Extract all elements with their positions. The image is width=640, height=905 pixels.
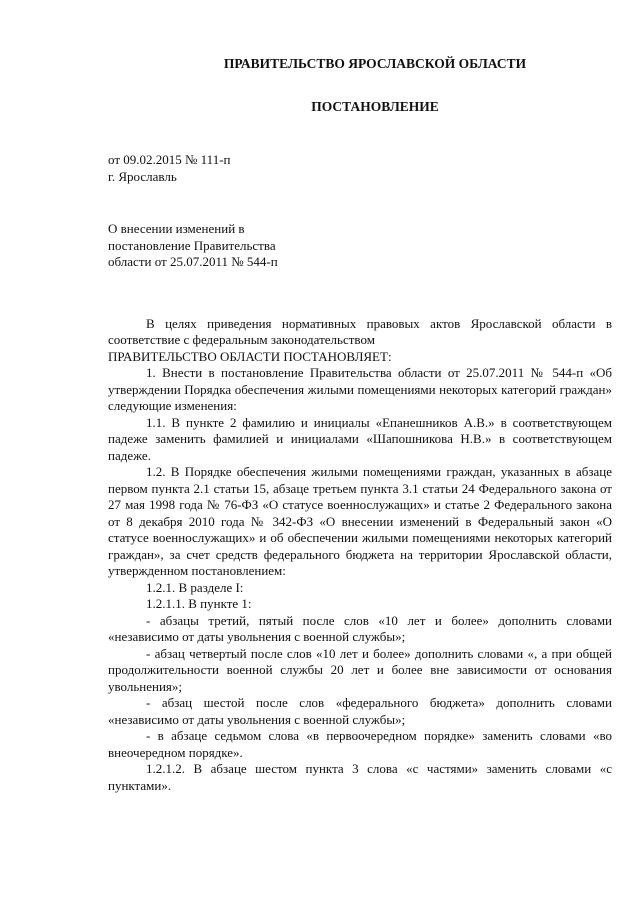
paragraph-item-1: 1. Внести в постановление Правительства области от 25.07.2011 № 544-п «Об утверждении Порядка обеспечения жилыми помещениями некоторых категорий граждан» следующие изменения: (108, 365, 612, 413)
date-number: от 09.02.2015 № 111-п (108, 152, 231, 167)
subject-line-1: О внесении изменений в (108, 221, 245, 236)
paragraph-item-1-2-1: 1.2.1. В разделе I: (146, 579, 244, 595)
paragraph-item-1-1: 1.1. В пункте 2 фамилию и инициалы «Епанешников А.В.» в соответствующем падеже заменить фамилией и инициалами «Шапошникова Н.В.» в соответствующем падеже. (108, 414, 612, 463)
document-subject (108, 221, 612, 271)
document-type-title: ПОСТАНОВЛЕНИЕ (311, 98, 439, 114)
paragraph-preamble: В целях приведения нормативных правовых актов Ярославской области в соответствие с федеральным законодательством (108, 315, 612, 347)
paragraph-dash-3: - абзац шестой после слов «федерального бюджета» дополнить словами «независимо от даты увольнения с военной службы»; (108, 695, 612, 727)
document-page (108, 48, 612, 794)
document-meta (108, 152, 612, 185)
paragraph-resolves: ПРАВИТЕЛЬСТВО ОБЛАСТИ ПОСТАНОВЛЯЕТ: (108, 348, 392, 364)
paragraph-dash-2: - абзац четвертый после слов «10 лет и более» дополнить словами «, а при общей продолжительности военной службы 20 лет и более вне зависимости от основания увольнения»; (108, 645, 612, 694)
paragraph-dash-4: - в абзаце седьмом слова «в первоочередном порядке» заменить словами «во внеочередном порядке». (108, 728, 612, 760)
city: г. Ярославль (108, 168, 177, 184)
paragraph-item-1-2-1-2: 1.2.1.2. В абзаце шестом пункта 3 слова «с частями» заменить словами «с пунктами». (108, 761, 612, 793)
authority-title: ПРАВИТЕЛЬСТВО ЯРОСЛАВСКОЙ ОБЛАСТИ (223, 56, 527, 71)
paragraph-item-1-2: 1.2. В Порядке обеспечения жилыми помещениями граждан, указанных в абзаце первом пункта 2.1 статьи 15, абзаце третьем пункта 3.1 статьи 24 Федерального закона от 27 мая 1998 года № 76-ФЗ «О статусе военнослужащих» и статье 2 Федерального закона от 8 декабря 2010 года № 342-ФЗ «О внесении изменений в Федеральный закон «О статусе военнослужащих» и об обеспечении жилыми помещениями некоторых категорий граждан», за счет средств федерального бюджета на территории Ярославской области, утвержденном постановлением: (108, 464, 612, 578)
subject-line-2: постановление Правительства (108, 237, 276, 253)
paragraph-item-1-2-1-1: 1.2.1.1. В пункте 1: (146, 596, 252, 611)
paragraph-dash-1: - абзацы третий, пятый после слов «10 лет и более» дополнить словами «независимо от даты увольнения с военной службы»; (108, 612, 612, 644)
document-body (108, 316, 612, 795)
subject-line-3: области от 25.07.2011 № 544-п (108, 254, 278, 269)
